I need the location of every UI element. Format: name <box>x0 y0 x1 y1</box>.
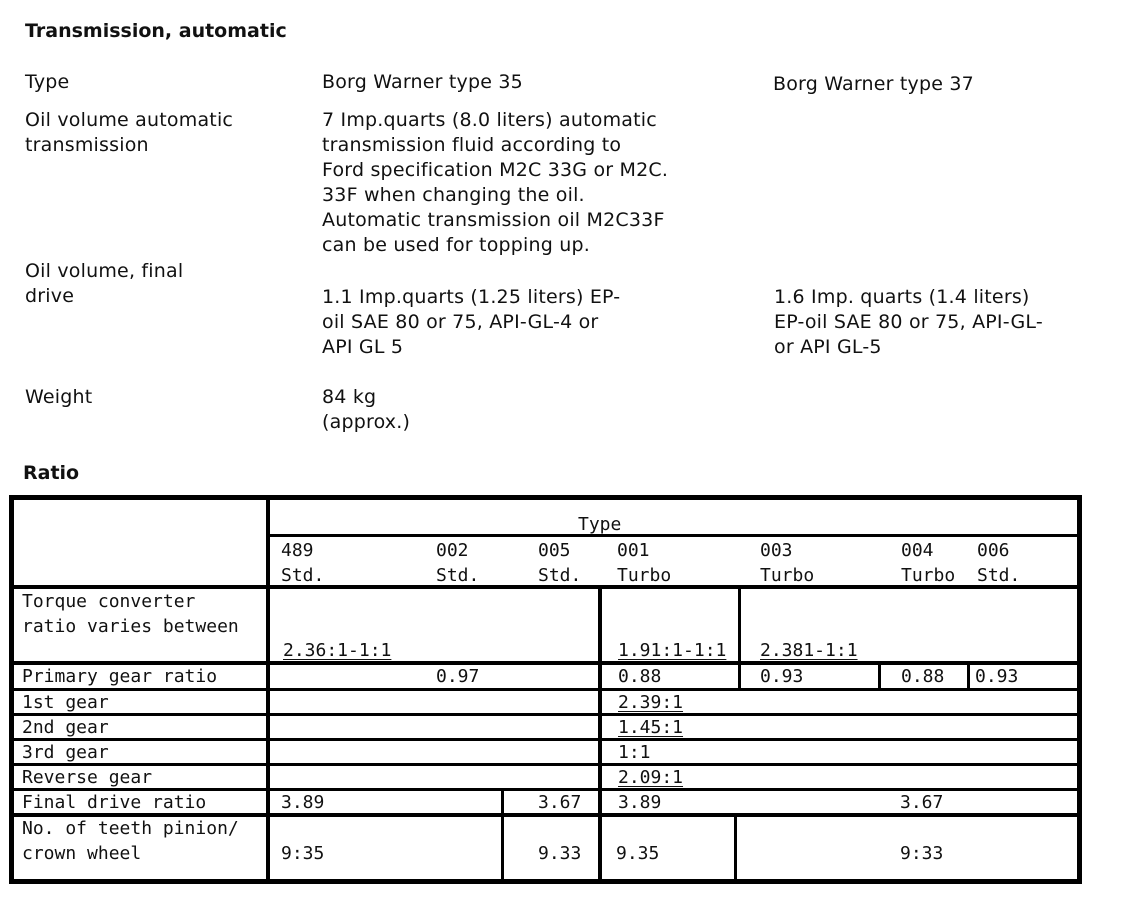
col-code: 004 <box>901 540 934 561</box>
oil-final-label-line: Oil volume, final <box>25 260 184 282</box>
final-005-value: 3.67 <box>538 792 582 813</box>
oil-final-35-line: oil SAE 80 or 75, API-GL-4 or <box>322 311 599 333</box>
gear1-value: 2.39:1 <box>618 692 684 713</box>
gear2-value: 1.45:1 <box>618 717 684 738</box>
ratio-heading: Ratio <box>23 462 80 484</box>
col-code: 003 <box>760 540 793 561</box>
table-col-rule <box>501 789 504 884</box>
oil-final-37-line: 1.6 Imp. quarts (1.4 liters) <box>774 286 1030 308</box>
col-code: 489 <box>281 540 314 561</box>
torque-std-value: 2.36:1-1:1 <box>283 640 392 661</box>
oil-final-35-value <box>322 285 620 360</box>
col-header-006 <box>977 538 1020 588</box>
oil-auto-label-line: transmission <box>25 134 149 156</box>
col-header-004 <box>901 538 955 588</box>
weight-label: Weight <box>25 386 93 408</box>
type-header: Type <box>578 514 622 535</box>
final-rest-value: 3.67 <box>900 792 944 813</box>
col-code: 005 <box>538 540 571 561</box>
type-37-value: Borg Warner type 37 <box>773 73 974 95</box>
col-code: 006 <box>977 540 1010 561</box>
oil-auto-line: 33F when changing the oil. <box>322 184 585 206</box>
oil-auto-line: 7 Imp.quarts (8.0 liters) automatic <box>322 109 657 131</box>
oil-auto-label-line: Oil volume automatic <box>25 109 234 131</box>
col-header-489 <box>281 538 324 588</box>
final-489-value: 3.89 <box>281 792 325 813</box>
table-border-bottom <box>9 879 1082 884</box>
primary-label: Primary gear ratio <box>22 666 218 687</box>
teeth-label-line: No. of teeth pinion/ <box>22 818 239 839</box>
oil-final-35-line: API GL 5 <box>322 336 404 358</box>
oil-auto-label <box>25 108 233 158</box>
torque-003-value: 2.381-1:1 <box>760 640 858 661</box>
col-header-003 <box>760 538 814 588</box>
table-col-rule <box>598 586 602 884</box>
table-border-right <box>1077 495 1082 884</box>
primary-std-value: 0.97 <box>436 666 480 687</box>
reverse-value: 2.09:1 <box>618 767 684 788</box>
oil-auto-line: Ford specification M2C 33G or M2C. <box>322 159 669 181</box>
table-col-rule <box>967 662 970 689</box>
primary-003-value: 0.93 <box>760 666 804 687</box>
torque-label-line: ratio varies between <box>22 616 239 637</box>
gear1-label: 1st gear <box>22 692 109 713</box>
teeth-label <box>22 816 239 866</box>
oil-final-37-line: or API GL-5 <box>774 336 882 358</box>
type-35-value: Borg Warner type 35 <box>322 71 523 93</box>
table-rule <box>9 738 1082 741</box>
table-col-rule <box>266 495 270 884</box>
table-rule <box>9 713 1082 716</box>
weight-line: (approx.) <box>322 411 411 433</box>
teeth-rest-value: 9:33 <box>900 843 944 864</box>
weight-value <box>322 385 410 435</box>
col-kind: Std. <box>977 565 1021 586</box>
oil-final-label-line: drive <box>25 285 75 307</box>
gear2-label: 2nd gear <box>22 717 109 738</box>
col-header-002 <box>436 538 479 588</box>
oil-final-label <box>25 259 183 309</box>
final-label: Final drive ratio <box>22 792 207 813</box>
table-rule <box>9 763 1082 766</box>
teeth-005-value: 9.33 <box>538 843 582 864</box>
col-kind: Std. <box>436 565 480 586</box>
primary-006-value: 0.93 <box>975 666 1019 687</box>
table-border-left <box>9 495 14 884</box>
weight-line: 84 kg <box>322 386 377 408</box>
section-title: Transmission, automatic <box>25 20 287 42</box>
teeth-label-line: crown wheel <box>22 843 142 864</box>
type-label: Type <box>25 71 70 93</box>
teeth-489-value: 9:35 <box>281 843 325 864</box>
oil-final-37-value <box>774 285 1043 360</box>
teeth-001-value: 9.35 <box>616 843 660 864</box>
col-code: 002 <box>436 540 469 561</box>
oil-auto-line: can be used for topping up. <box>322 234 591 256</box>
oil-auto-value <box>322 108 668 258</box>
col-code: 001 <box>617 540 650 561</box>
primary-001-value: 0.88 <box>618 666 662 687</box>
col-kind: Std. <box>538 565 582 586</box>
table-border-top <box>9 495 1082 500</box>
gear3-value: 1:1 <box>618 742 651 763</box>
gear3-label: 3rd gear <box>22 742 109 763</box>
oil-final-35-line: 1.1 Imp.quarts (1.25 liters) EP- <box>322 286 621 308</box>
table-col-rule <box>734 814 737 884</box>
col-kind: Turbo <box>617 565 672 586</box>
oil-auto-line: Automatic transmission oil M2C33F <box>322 209 665 231</box>
oil-final-37-line: EP-oil SAE 80 or 75, API-GL- <box>774 311 1043 333</box>
col-header-001 <box>617 538 671 588</box>
torque-label-line: Torque converter <box>22 591 196 612</box>
col-kind: Std. <box>281 565 325 586</box>
reverse-label: Reverse gear <box>22 767 153 788</box>
col-kind: Turbo <box>901 565 956 586</box>
table-col-rule <box>738 586 741 689</box>
col-kind: Turbo <box>760 565 815 586</box>
final-001-value: 3.89 <box>618 792 662 813</box>
col-header-005 <box>538 538 581 588</box>
primary-004-value: 0.88 <box>901 666 945 687</box>
table-col-rule <box>878 662 881 689</box>
oil-auto-line: transmission fluid according to <box>322 134 622 156</box>
torque-001-value: 1.91:1-1:1 <box>618 640 727 661</box>
table-rule <box>267 534 1082 537</box>
torque-label <box>22 589 239 639</box>
